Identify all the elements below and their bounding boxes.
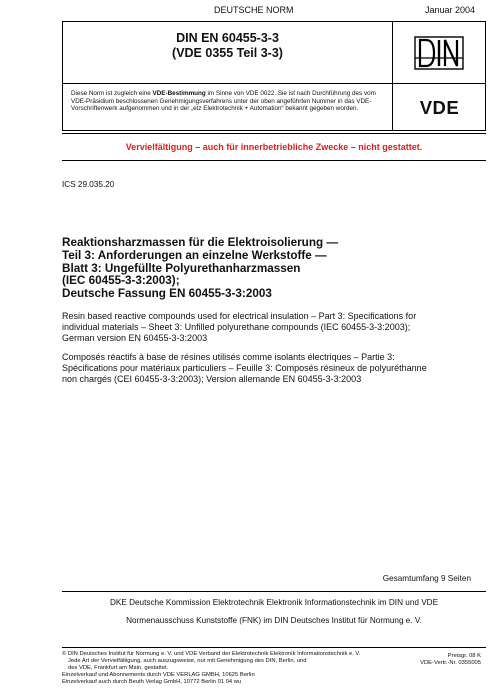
- committee-dke: DKE Deutsche Kommission Elektrotechnik Elektronik Informationstechnik im DIN und VDE: [109, 598, 439, 607]
- price-group: Preisgr. 08 K: [447, 653, 481, 659]
- header-table: [62, 21, 486, 131]
- copy-restriction-notice: Vervielfältigung – auch für innerbetriebliche Zwecke – nicht gestattet.: [125, 142, 423, 152]
- vde-classification: (VDE 0355 Teil 3-3): [172, 46, 283, 60]
- vde-regulation-note: Diese Norm ist zugleich eine VDE-Bestimmung im Sinne von VDE 0022. Sie ist nach Durchführung des vom VDE-Präsidium beschlossenen Genehmigungsverfahrens unter der oben angeführten Nummer in das VDE-Vorschriftenwerk aufgenommen und in der „etz Elektrotechnik + Automation“ bekannt gegeben worden.: [63, 84, 393, 131]
- divider-line: [62, 133, 486, 134]
- standard-number-cell: [63, 22, 393, 84]
- standard-number: DIN EN 60455-3-3: [176, 31, 279, 45]
- title-english: Resin based reactive compounds used for electrical insulation – Part 3: Specifications for individual materials – Sheet 3: Unfilled polyurethane compounds (IEC 60455-3-3:2003); German version EN 60455-3-3:2003: [62, 311, 417, 343]
- standard-type: DEUTSCHE NORM: [214, 5, 294, 15]
- publication-date: Januar 2004: [424, 5, 475, 15]
- total-pages: Gesamtumfang 9 Seiten: [382, 574, 471, 583]
- ics-code: ICS 29.035.20: [62, 180, 115, 189]
- vde-logo-cell: [393, 84, 486, 131]
- divider-line: [62, 160, 486, 161]
- price-info: [420, 653, 481, 667]
- copyright-footer: © DIN Deutsches Institut für Normung e. V. und VDE Verband der Elektrotechnik Elektronik Informationstechnik e. V. Jede Art der Vervielfältigung, auch auszugsweise, nur mit Genehmigung des DIN, Berlin, und des VDE, Frankfurt am Main, gestattet. Einzelverkauf und Abonnements durch VDE VERLAG GMBH, 10625 Berlin Einzelverkauf auch durch Beuth Verlag GmbH, 10772 Berlin 01 04 wu: [62, 651, 361, 685]
- title-german: Reaktionsharzmassen für die Elektroisolierung — Teil 3: Anforderungen an einzelne Werkstoffe — Blatt 3: Ungefüllte Polyurethanharzmassen (IEC 60455-3-3:2003); Deutsche Fassung EN 60455-3-3:2003: [62, 236, 339, 301]
- divider-line: [62, 591, 486, 592]
- top-bar: [62, 2, 481, 20]
- din-logo-cell: [393, 22, 486, 84]
- din-logo: [414, 36, 464, 70]
- vde-order-number: VDE-Vertr.-Nr. 0355005: [420, 659, 481, 666]
- divider-line: [62, 647, 486, 648]
- title-french: Composés réactifs à base de résines utilisés comme isolants électriques – Partie 3: Spécifications pour matériaux particuliers – Feuille 3: Composés résineux de polyuréthanne non chargés (CEI 60455-3-3:2003); Version allemande EN 60455-3-3:2003: [62, 352, 427, 384]
- vde-logo: VDE: [419, 96, 460, 118]
- committee-fnk: Normenausschuss Kunststoffe (FNK) im DIN Deutsches Institut für Normung e. V.: [126, 616, 422, 625]
